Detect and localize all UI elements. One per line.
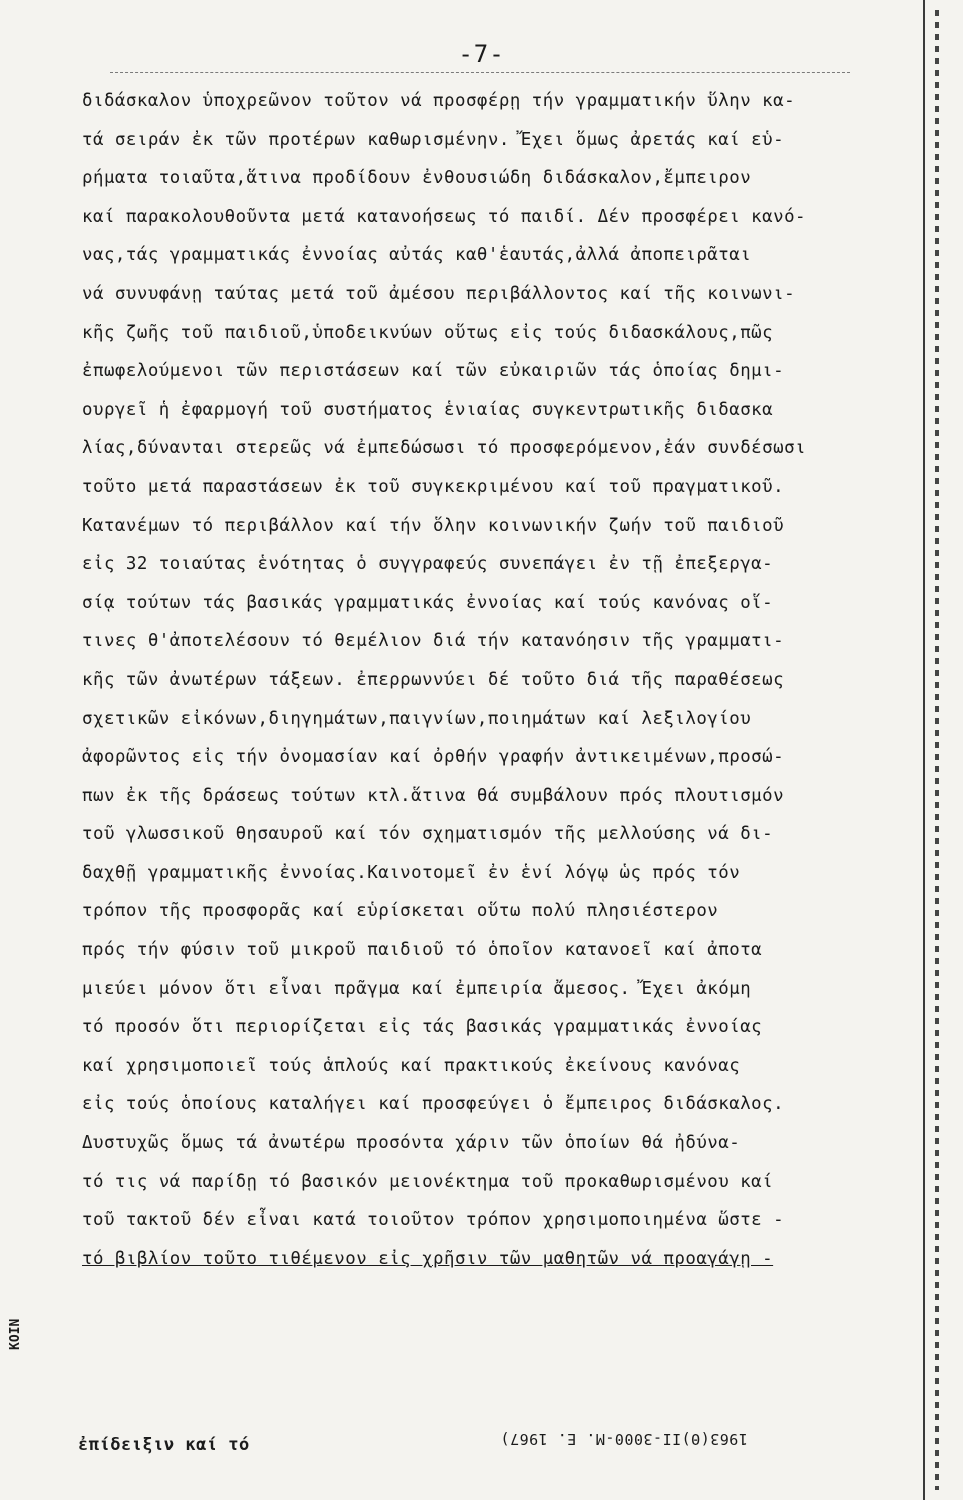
- text-line-content: πρός τήν φύσιν τοῦ μικροῦ παιδιοῦ τό ὁποῖον κατανοεῖ καί ἀποτα: [82, 940, 763, 961]
- footer-continuation-text: ἐπίδειξιν καί τό: [78, 1435, 250, 1455]
- text-line: [82, 1240, 917, 1279]
- text-line: [82, 314, 917, 353]
- text-line-content: Κατανέμων τό περιβάλλον καί τήν ὅλην κοινωνικήν ζωήν τοῦ παιδιοῦ: [82, 515, 785, 536]
- text-line: [82, 1047, 917, 1086]
- text-line-content: δαχθῇ γραμματικῆς ἐννοίας.Καινοτομεῖ ἐν ἑνί λόγῳ ὡς πρός τόν: [82, 862, 741, 883]
- text-line: [82, 931, 917, 970]
- margin-stamp: ΚΟΙΝ: [8, 1318, 23, 1350]
- text-line-content: καί χρησιμοποιεῖ τούς ἁπλούς καί πρακτικούς ἐκείνους κανόνας: [82, 1055, 741, 1076]
- text-line-content: Δυστυχῶς ὅμως τά ἀνωτέρω προσόντα χάριν τῶν ὁποίων θά ἠδύνα-: [82, 1133, 741, 1154]
- text-line: [82, 661, 917, 700]
- text-line-content: εἰς τούς ὁποίους καταλήγει καί προσφεύγει ὁ ἔμπειρος διδάσκαλος.: [82, 1094, 785, 1115]
- text-line-content: σχετικῶν εἰκόνων,διηγημάτων,παιγνίων,ποιημάτων καί λεξιλογίου: [82, 708, 752, 729]
- text-line: [82, 700, 917, 739]
- text-line-content: κῆς τῶν ἀνωτέρων τάξεων. ἐπερρωννύει δέ τοῦτο διά τῆς παραθέσεως: [82, 669, 785, 690]
- binding-edge: [923, 0, 963, 1500]
- text-line-content: τό τις νά παρίδῃ τό βασικόν μειονέκτημα τοῦ προκαθωρισμένου καί: [82, 1171, 774, 1192]
- text-line: [82, 1085, 917, 1124]
- text-line: [82, 1201, 917, 1240]
- text-line: [82, 391, 917, 430]
- text-line: [82, 159, 917, 198]
- text-line-content: σίᾳ τούτων τάς βασικάς γραμματικάς ἐννοίας καί τούς κανόνας οἵ-: [82, 592, 774, 613]
- text-line: [82, 121, 917, 160]
- text-line-content: ρήματα τοιαῦτα,ἅτινα προδίδουν ἐνθουσιώδη διδάσκαλον,ἔμπειρον: [82, 168, 752, 189]
- text-line: [82, 1008, 917, 1047]
- text-line-content: νας,τάς γραμματικάς ἐννοίας αὐτάς καθ'ἑαυτάς,ἀλλά ἀποπειρᾶται: [82, 245, 752, 266]
- printer-imprint: 1963(Θ)ΙΙ-3000-Μ. Ε. 1967): [500, 1430, 748, 1448]
- text-line-content: τοῦ τακτοῦ δέν εἶναι κατά τοιοῦτον τρόπον χρησιμοποιημένα ὥστε -: [82, 1210, 785, 1231]
- binding-edge-marks: [935, 10, 939, 1490]
- text-line: [82, 777, 917, 816]
- text-line: [82, 815, 917, 854]
- text-line: [82, 1163, 917, 1202]
- text-line-content: τοῦτο μετά παραστάσεων ἐκ τοῦ συγκεκριμένου καί τοῦ πραγματικοῦ.: [82, 476, 785, 497]
- text-line-content: διδάσκαλον ὑποχρεῶνον τοῦτον νά προσφέρῃ τήν γραμματικήν ὕλην κα-: [82, 91, 796, 111]
- text-line: [82, 1124, 917, 1163]
- text-line-content: εἰς 32 τοιαύτας ἑνότητας ὁ συγγραφεύς συνεπάγει ἐν τῇ ἐπεξεργα-: [82, 554, 774, 575]
- text-line: [82, 584, 917, 623]
- text-line-content: ἐπωφελούμενοι τῶν περιστάσεων καί τῶν εὐκαιριῶν τάς ὁποίας δημι-: [82, 361, 785, 382]
- text-line: [82, 507, 917, 546]
- text-line-content: καί παρακολουθοῦντα μετά κατανοήσεως τό παιδί. Δέν προσφέρει κανό-: [82, 206, 807, 227]
- text-line: [82, 854, 917, 893]
- text-line: [82, 275, 917, 314]
- text-line: [82, 468, 917, 507]
- text-line-content: πων ἐκ τῆς δράσεως τούτων κτλ.ἅτινα θά συμβάλουν πρός πλουτισμόν: [82, 785, 785, 806]
- page-number: -7-: [458, 40, 505, 68]
- text-line-content: νά συνυφάνῃ ταύτας μετά τοῦ ἀμέσου περιβάλλοντος καί τῆς κοινωνι-: [82, 283, 796, 304]
- text-line-content: τοῦ γλωσσικοῦ θησαυροῦ καί τόν σχηματισμόν τῆς μελλούσης νά δι-: [82, 824, 774, 845]
- text-line: [82, 545, 917, 584]
- document-body: [82, 82, 917, 1278]
- text-line-content: κῆς ζωῆς τοῦ παιδιοῦ,ὑποδεικνύων οὕτως εἰς τούς διδασκάλους,πῶς: [82, 322, 774, 343]
- text-line-content: ουργεῖ ἡ ἐφαρμογή τοῦ συστήματος ἑνιαίας συγκεντρωτικῆς διδασκα: [82, 399, 774, 420]
- text-line-content: τό βιβλίον τοῦτο τιθέμενον εἰς χρῆσιν τῶν μαθητῶν νά προαγάγῃ -: [82, 1248, 774, 1269]
- text-line-content: μιεύει μόνον ὅτι εἶναι πρᾶγμα καί ἐμπειρία ἄμεσος. Ἔχει ἀκόμη: [82, 978, 752, 999]
- header-rule: [110, 72, 850, 73]
- text-line-content: λίας,δύνανται στερεῶς νά ἐμπεδώσωσι τό προσφερόμενον,ἐάν συνδέσωσι: [82, 438, 807, 459]
- text-line-content: τό προσόν ὅτι περιορίζεται εἰς τάς βασικάς γραμματικάς ἐννοίας: [82, 1017, 763, 1038]
- text-line-content: τρόπον τῆς προσφορᾶς καί εὑρίσκεται οὕτω πολύ πλησιέστερον: [82, 901, 719, 922]
- text-line-content: τινες θ'ἀποτελέσουν τό θεμέλιον διά τήν κατανόησιν τῆς γραμματι-: [82, 631, 785, 652]
- text-line-content: τά σειράν ἐκ τῶν προτέρων καθωρισμένην. Ἔχει ὅμως ἀρετάς καί εὑ-: [82, 129, 785, 150]
- text-line: [82, 429, 917, 468]
- text-line: [82, 970, 917, 1009]
- text-line: [82, 622, 917, 661]
- text-line: [82, 352, 917, 391]
- text-line: [82, 198, 917, 237]
- text-line: [82, 738, 917, 777]
- text-line-content: ἀφορῶντος εἰς τήν ὀνομασίαν καί ὀρθήν γραφήν ἀντικειμένων,προσώ-: [82, 747, 785, 768]
- text-line: [82, 236, 917, 275]
- text-line: [82, 82, 917, 121]
- text-line: [82, 892, 917, 931]
